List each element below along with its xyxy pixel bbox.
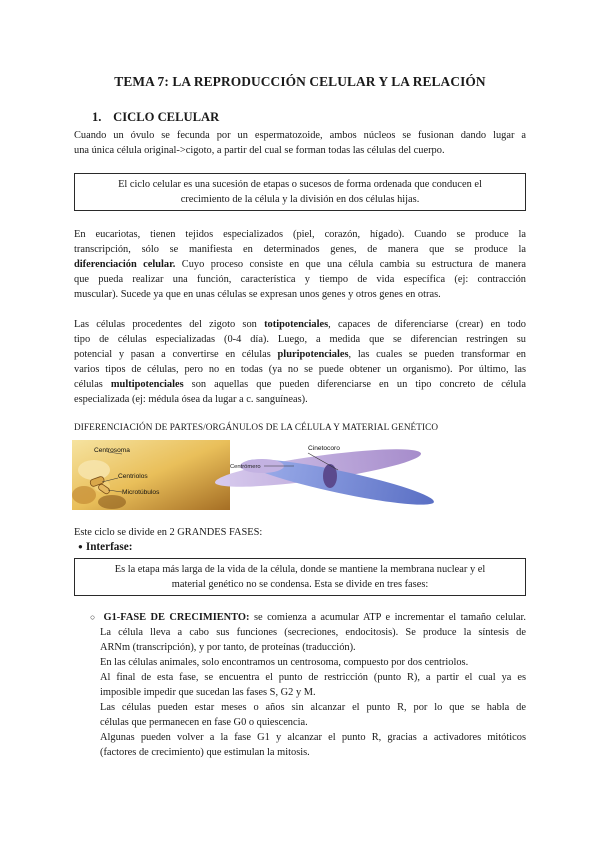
text-run: son aquellas que pueden diferenciarse en un tipo concreto de célula	[183, 379, 527, 390]
text-line: varios tipos de células, pero no en todas (ya no se puede obtener un organismo). Por último, las	[74, 364, 526, 375]
text-line: Cuando un óvulo se fecunda por un espermatozoide, ambos núcleos se fusionan dando lugar a	[74, 130, 526, 141]
bold-term: totipotenciales	[264, 319, 329, 330]
bold-term: diferenciación celular.	[74, 259, 176, 270]
text-line	[74, 377, 526, 392]
text-line: especializada (ej: médula ósea da lugar a c. sanguíneas).	[74, 394, 308, 405]
differentiation-paragraph	[74, 227, 526, 302]
bold-term: pluripotenciales	[277, 349, 349, 360]
text-line: imposible impedir que sucedan las fases S, G2 y M.	[100, 687, 316, 698]
box-line: crecimiento de la célula y la división en dos células hijas.	[180, 194, 420, 205]
text-run: se comienza a acumular ATP e incrementar el tamaño celular.	[249, 612, 527, 623]
definition-box	[74, 173, 526, 211]
potency-paragraph	[74, 317, 526, 407]
text-line: una única célula original->cigoto, a partir del cual se forman todas las células del cuerpo.	[74, 145, 445, 156]
intro-paragraph	[74, 128, 526, 158]
text-line: Las células pueden estar meses o años sin alcanzar el punto R, por lo que se habla de	[100, 702, 526, 713]
label-centromero: Centrómero	[230, 464, 261, 470]
section-label: CICLO CELULAR	[113, 110, 220, 124]
text-line: transcripción, sólo se manifiesta en determinados genes, de manera que se produce la	[74, 244, 526, 255]
g1-heading-line	[90, 610, 526, 625]
text-run: potencial y pasan a convertirse en células	[74, 349, 278, 360]
centromere-shape	[323, 464, 337, 488]
interfase-box	[74, 558, 526, 596]
cell-blob	[72, 486, 96, 504]
label-microtubulos: Microtúbulos	[122, 489, 160, 496]
text-run: Cuyo proceso consiste en que una célula cambia su estructura de manera	[175, 259, 526, 270]
box-line: material genético no se condensa. Esta se divide en tres fases:	[171, 579, 429, 590]
figure-caption: DIFERENCIACIÓN DE PARTES/ORGÁNULOS DE LA CÉLULA Y MATERIAL GENÉTICO	[74, 422, 439, 432]
page-title: TEMA 7: LA REPRODUCCIÓN CELULAR Y LA RELACIÓN	[114, 74, 486, 89]
label-centrosoma: Centrosoma	[94, 447, 130, 454]
interfase-heading	[78, 541, 132, 553]
text-line: En las células animales, solo encontramos un centrosoma, compuesto por dos centriolos.	[100, 657, 469, 668]
phases-intro: Este ciclo se divide en 2 GRANDES FASES:	[74, 527, 263, 538]
bold-term: multipotenciales	[110, 379, 184, 390]
g1-section	[90, 610, 526, 760]
text-line	[74, 347, 526, 362]
label-cinetocoro: Cinetocoro	[308, 445, 340, 452]
chromosome-figure	[190, 436, 490, 516]
text-run: , las cuales se pueden transformar en	[348, 349, 527, 360]
text-line	[74, 317, 526, 332]
hollow-bullet-icon: ○	[90, 612, 98, 622]
label-centriolos: Centriolos	[118, 473, 148, 480]
box-line: El ciclo celular es una sucesión de etapas o sucesos de forma ordenada que conducen el	[118, 179, 482, 190]
text-line	[74, 257, 526, 272]
text-line: Algunas pueden volver a la fase G1 y alcanzar el punto R, gracias a activadores mitóticos	[100, 732, 526, 743]
text-run: , capaces de diferenciarse (crear) en todo	[328, 319, 526, 330]
interfase-label: Interfase:	[85, 541, 133, 553]
text-line: Al final de esta fase, se encuentra el punto de restricción (punto R), a partir el cual ya es	[100, 672, 526, 683]
section-heading	[92, 110, 219, 125]
text-line: En eucariotas, tienen tejidos especializados (piel, corazón, hígado). Cuando se produce la	[74, 229, 526, 240]
box-line: Es la etapa más larga de la vida de la célula, donde se mantiene la membrana nuclear y el	[114, 564, 486, 575]
g1-heading: G1-FASE DE CRECIMIENTO:	[103, 612, 250, 623]
text-run: células	[74, 379, 111, 390]
text-line: células que permanecen en fase G0 o quiescencia.	[100, 717, 308, 728]
text-run: Las células procedentes del zigoto son	[74, 319, 265, 330]
section-number: 1.	[92, 110, 102, 124]
text-line: La célula lleva a cabo sus funciones (secreciones, endocitosis). Se produce la síntesis de	[100, 627, 526, 638]
cell-blob	[78, 460, 110, 480]
text-line: ARNm (transcripción), y por tanto, de proteínas (traducción).	[100, 642, 356, 653]
text-line: (factores de crecimiento) que estimulan la mitosis.	[100, 747, 310, 758]
cell-blob	[98, 495, 126, 509]
bullet-icon: ●	[78, 542, 83, 551]
text-line: tipo de células especializadas (0-4 día). Luego, a medida que se diferencian restringen su	[74, 334, 526, 345]
text-line: que pueda realizar una función, característica y tiempo de vida específica (ej: contracción	[74, 274, 526, 285]
text-line: muscular). Sucede ya que en unas células se expresan unos genes y otros genes en otras.	[74, 289, 441, 300]
